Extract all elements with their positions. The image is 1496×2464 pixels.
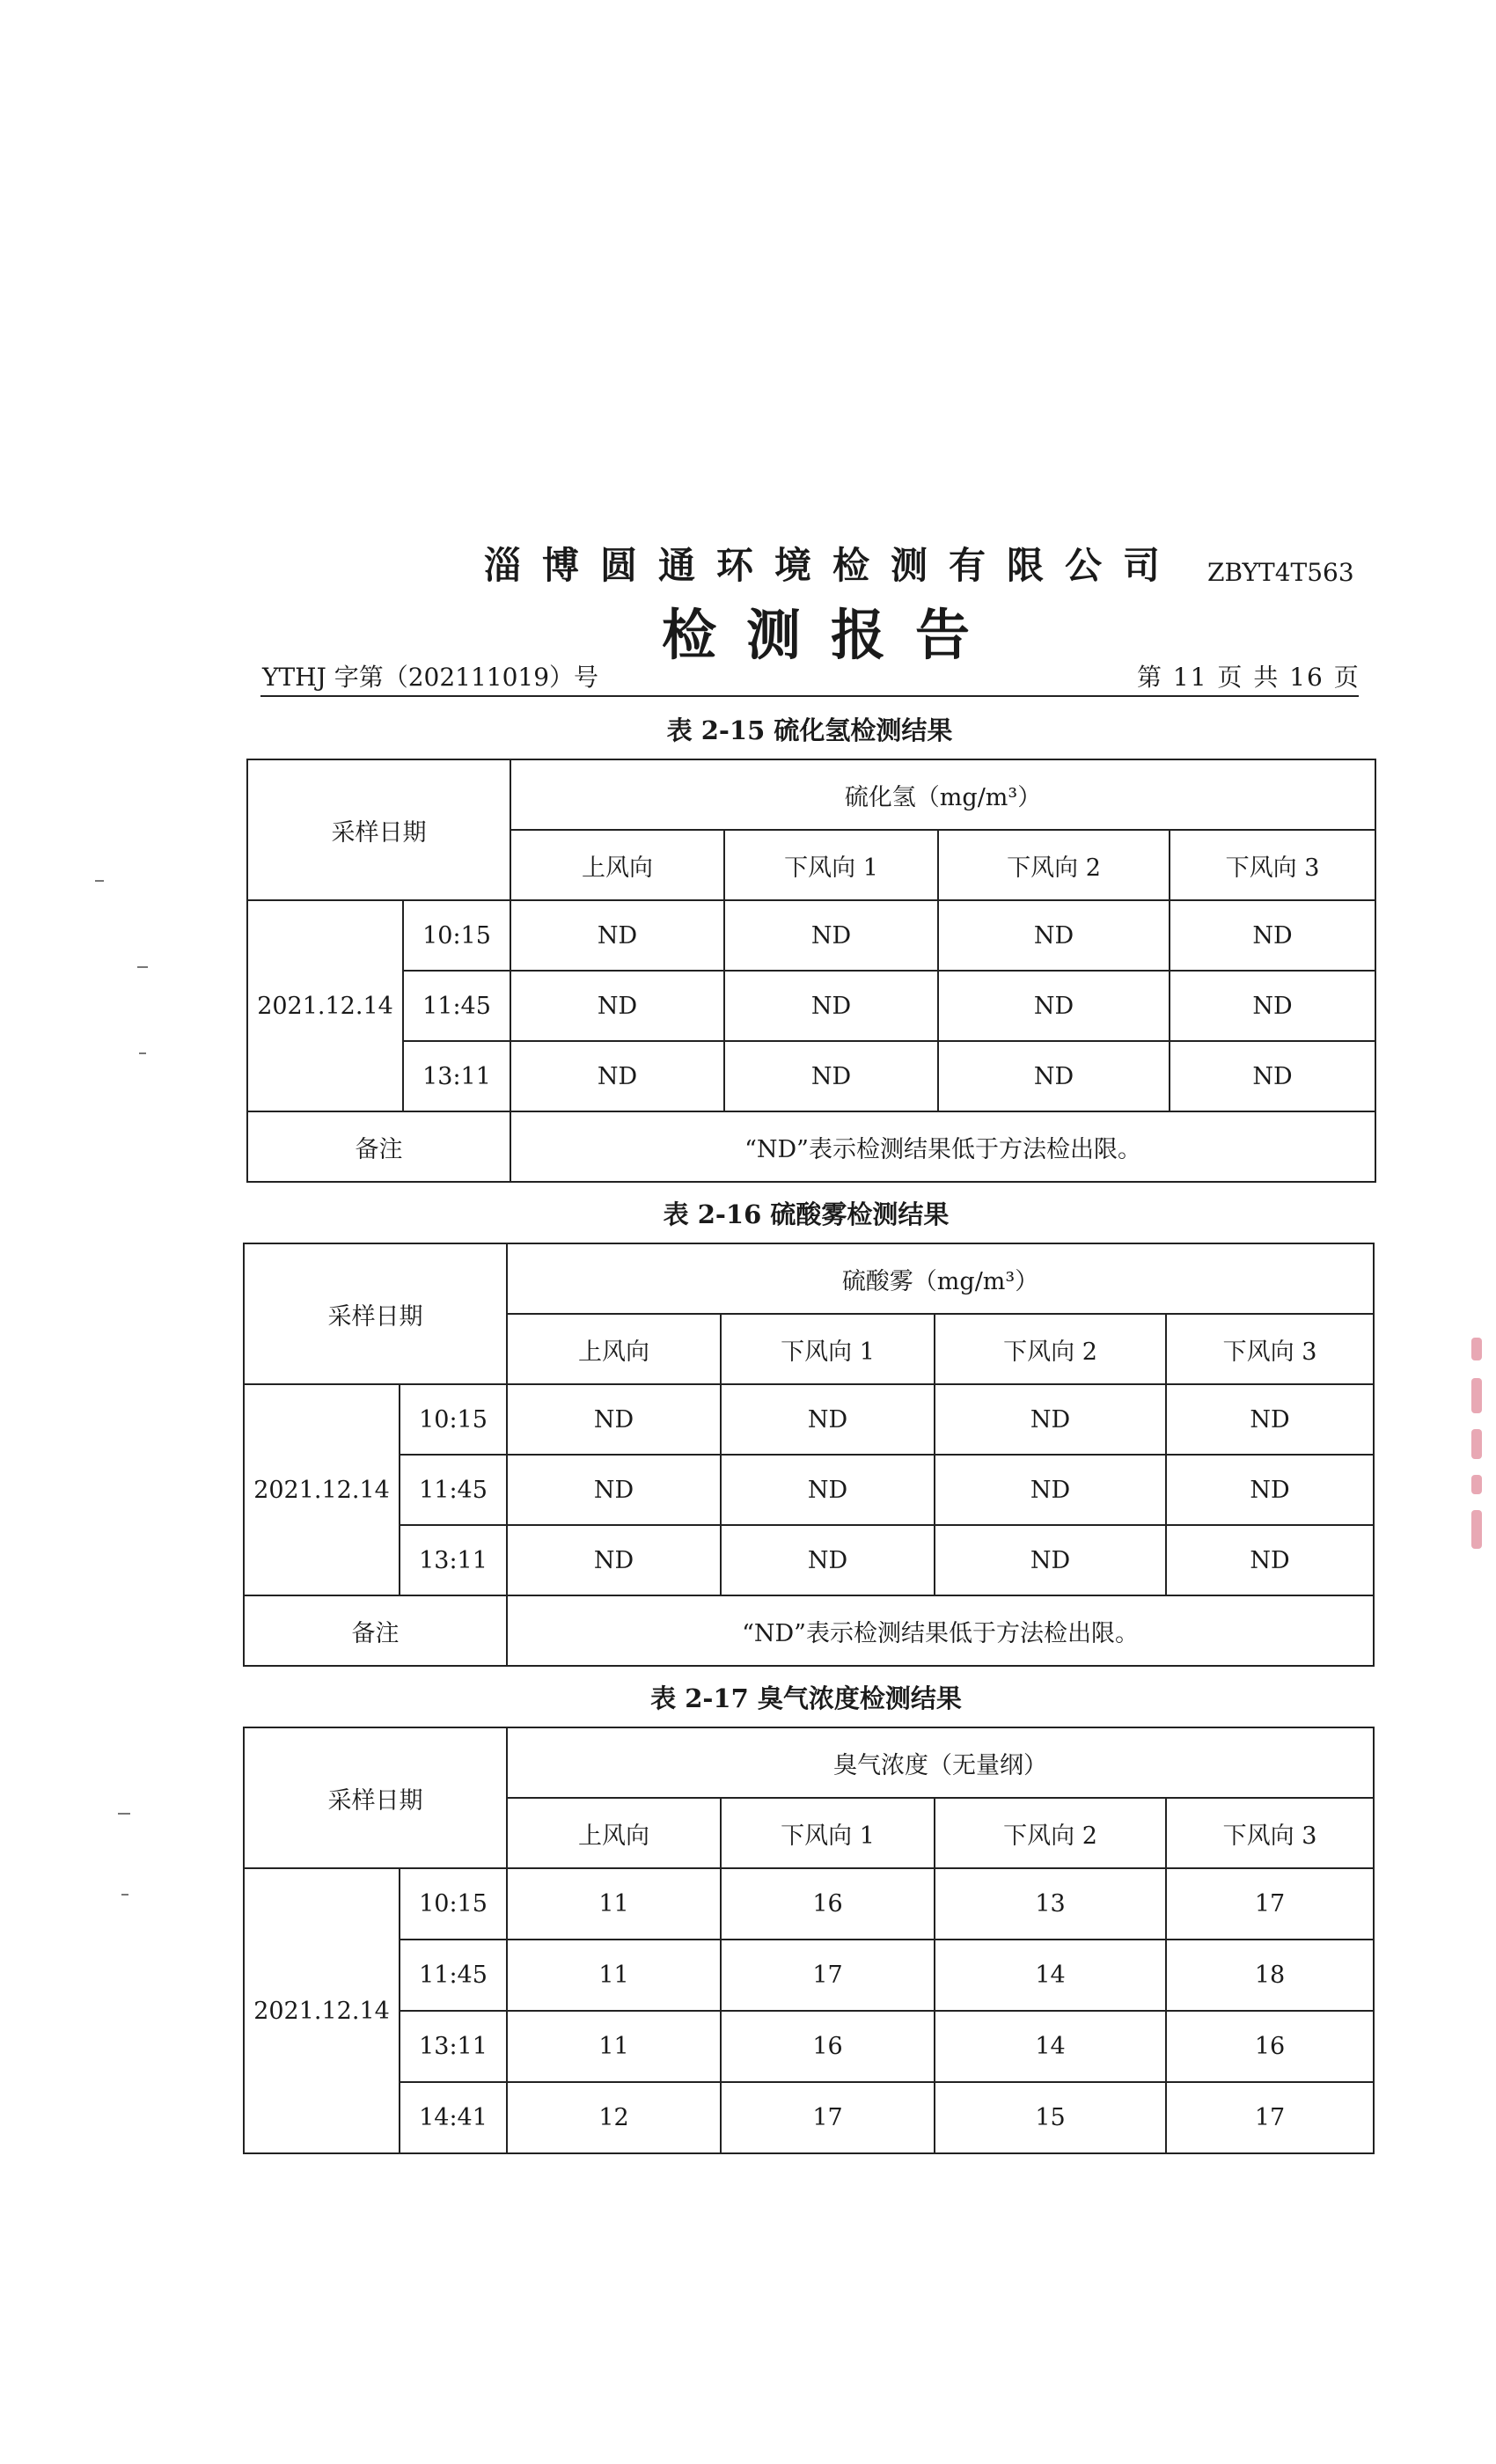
header-rule [260,695,1359,697]
value-cell: 11 [507,1940,721,2011]
remark-label: 备注 [247,1111,510,1182]
scan-speck [118,1813,130,1815]
value-cell: ND [1170,900,1375,971]
direction-downwind-2: 下风向 2 [935,1314,1166,1384]
remark-text: “ND”表示检测结果低于方法检出限。 [507,1595,1374,1666]
value-cell: ND [935,1384,1166,1455]
table-row [247,900,1375,971]
direction-downwind-1: 下风向 1 [721,1798,935,1868]
value-cell: 13 [935,1868,1166,1940]
value-cell: ND [938,971,1170,1041]
date-header: 采样日期 [247,759,510,900]
date-header: 采样日期 [244,1243,507,1384]
value-cell: 11 [507,1868,721,1940]
value-cell: ND [510,971,724,1041]
scan-speck [121,1894,128,1896]
value-cell: ND [935,1455,1166,1525]
direction-downwind-3: 下风向 3 [1166,1314,1374,1384]
value-cell: 16 [1166,2011,1374,2082]
direction-upwind: 上风向 [507,1798,721,1868]
value-cell: 17 [721,1940,935,2011]
direction-downwind-3: 下风向 3 [1166,1798,1374,1868]
sample-date: 2021.12.14 [244,1868,400,2153]
value-cell: 16 [721,2011,935,2082]
direction-downwind-2: 下风向 2 [935,1798,1166,1868]
table-sulfuric-acid-mist [243,1243,1375,1667]
value-cell: ND [1170,1041,1375,1111]
table-row [244,1384,1374,1455]
table-caption-sulfuric-acid-mist: 表 2-16 硫酸雾检测结果 [663,1199,950,1229]
value-cell: 15 [935,2082,1166,2153]
table-caption-h2s: 表 2-15 硫化氢检测结果 [666,715,953,745]
value-cell: 14 [935,2011,1166,2082]
table-row [247,1041,1375,1111]
sample-time: 11:45 [400,1940,507,2011]
value-cell: ND [938,1041,1170,1111]
direction-downwind-1: 下风向 1 [724,830,938,900]
value-cell: ND [1166,1455,1374,1525]
table-h2s [246,759,1376,1183]
direction-downwind-3: 下风向 3 [1170,830,1375,900]
remark-text: “ND”表示检测结果低于方法检出限。 [510,1111,1375,1182]
report-code: ZBYT4T563 [1207,558,1354,587]
seal-fragment [1471,1475,1482,1494]
scan-speck [139,1052,146,1054]
value-cell: ND [1166,1525,1374,1595]
sample-date: 2021.12.14 [247,900,403,1111]
sample-time: 11:45 [400,1455,507,1525]
seal-fragment [1471,1338,1482,1360]
param-header: 硫化氢（mg/m³） [510,759,1375,830]
sample-time: 13:11 [400,2011,507,2082]
table-caption-odor-concentration: 表 2-17 臭气浓度检测结果 [650,1683,962,1713]
value-cell: 16 [721,1868,935,1940]
table-row [244,1455,1374,1525]
value-cell: ND [507,1455,721,1525]
value-cell: 17 [1166,2082,1374,2153]
value-cell: ND [935,1525,1166,1595]
value-cell: ND [721,1455,935,1525]
direction-upwind: 上风向 [507,1314,721,1384]
sample-time: 10:15 [400,1384,507,1455]
document-number: YTHJ 字第（202111019）号 [262,663,599,692]
value-cell: 12 [507,2082,721,2153]
sample-time: 10:15 [403,900,510,971]
seal-fragment [1471,1429,1482,1459]
page-number: 第 11 页 共 16 页 [1137,663,1360,692]
value-cell: ND [724,971,938,1041]
sample-time: 13:11 [403,1041,510,1111]
value-cell: ND [507,1525,721,1595]
seal-fragment [1471,1510,1482,1549]
value-cell: ND [1170,971,1375,1041]
table-row [244,1868,1374,1940]
remark-label: 备注 [244,1595,507,1666]
report-title: 检测报告 [662,603,1001,667]
direction-downwind-1: 下风向 1 [721,1314,935,1384]
param-header: 硫酸雾（mg/m³） [507,1243,1374,1314]
sample-date: 2021.12.14 [244,1384,400,1595]
value-cell: ND [507,1384,721,1455]
value-cell: ND [510,1041,724,1111]
sample-time: 14:41 [400,2082,507,2153]
value-cell: ND [1166,1384,1374,1455]
direction-upwind: 上风向 [510,830,724,900]
value-cell: ND [938,900,1170,971]
value-cell: 17 [1166,1868,1374,1940]
sample-time: 10:15 [400,1868,507,1940]
value-cell: 11 [507,2011,721,2082]
scan-speck [95,880,104,882]
value-cell: 18 [1166,1940,1374,2011]
table-row [244,2082,1374,2153]
value-cell: ND [721,1525,935,1595]
company-name: 淄博圆通环境检测有限公司 [484,544,1182,587]
table-row [247,971,1375,1041]
table-row [244,2011,1374,2082]
value-cell: ND [724,900,938,971]
value-cell: ND [510,900,724,971]
value-cell: ND [721,1384,935,1455]
direction-downwind-2: 下风向 2 [938,830,1170,900]
date-header: 采样日期 [244,1727,507,1868]
value-cell: 17 [721,2082,935,2153]
scan-speck [137,966,148,968]
seal-fragment [1471,1378,1482,1413]
value-cell: ND [724,1041,938,1111]
table-row [244,1525,1374,1595]
table-row [244,1940,1374,2011]
table-odor-concentration [243,1727,1375,2154]
value-cell: 14 [935,1940,1166,2011]
param-header: 臭气浓度（无量纲） [507,1727,1374,1798]
sample-time: 11:45 [403,971,510,1041]
sample-time: 13:11 [400,1525,507,1595]
